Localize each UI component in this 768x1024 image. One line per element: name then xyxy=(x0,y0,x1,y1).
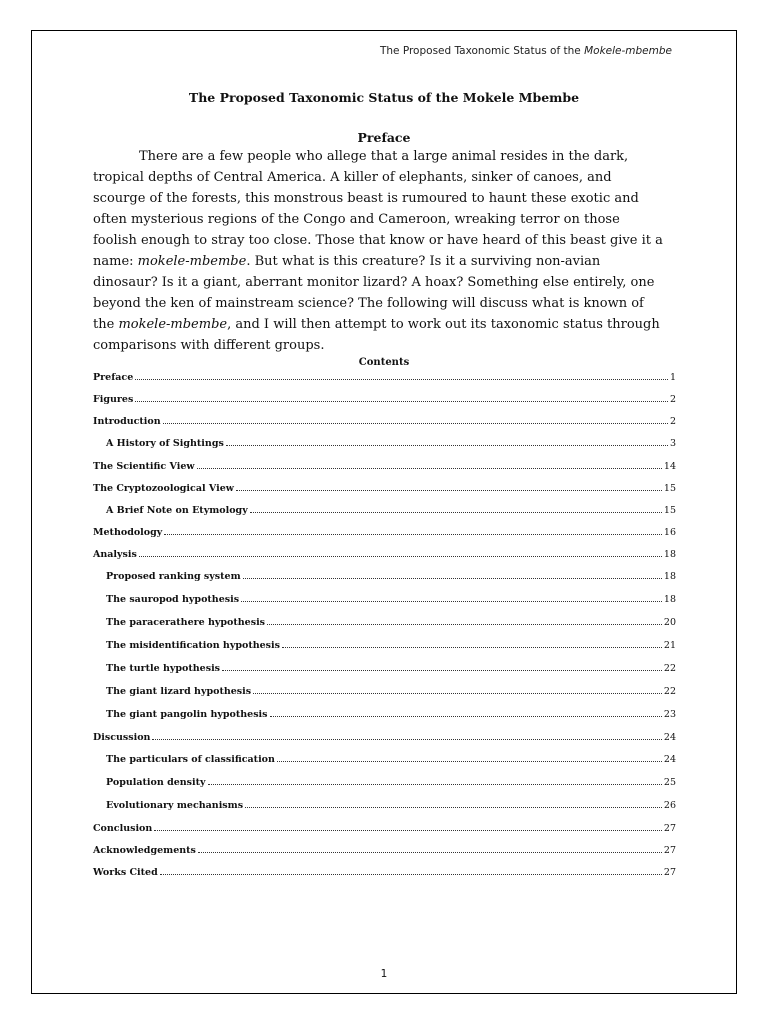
running-head-italic: Mokele-mbembe xyxy=(584,45,672,57)
toc-entry-label: Preface xyxy=(93,372,134,383)
toc-leader-dots xyxy=(253,693,662,694)
toc-entry[interactable] xyxy=(93,524,676,538)
toc-entry-label: The misidentification hypothesis xyxy=(106,640,280,651)
toc-entry[interactable] xyxy=(93,864,676,878)
toc-leader-dots xyxy=(208,784,662,785)
toc-entry[interactable] xyxy=(106,435,676,449)
toc-entry-label: Population density xyxy=(106,777,206,788)
toc-entry-page: 21 xyxy=(663,640,676,651)
toc-entry-label: The Cryptozoological View xyxy=(93,483,234,494)
toc-entry-label: The particulars of classification xyxy=(106,754,275,765)
toc-leader-dots xyxy=(243,578,662,579)
toc-leader-dots xyxy=(139,556,662,557)
page-number: 1 xyxy=(380,968,388,980)
toc-entry[interactable] xyxy=(106,568,676,582)
toc-entry-label: The paracerathere hypothesis xyxy=(106,617,266,628)
toc-entry[interactable] xyxy=(93,391,676,405)
contents-heading: Contents xyxy=(358,357,410,368)
toc-leader-dots xyxy=(245,807,662,808)
toc-entry-label: Discussion xyxy=(93,732,151,743)
toc-leader-dots xyxy=(198,852,662,853)
toc-entry-page: 3 xyxy=(669,438,676,449)
preface-text-1: There are a few people who allege that a large animal resides in the dark, tropical depths of Central America. A killer of elephants, sinker of canoes, and scourge of the forests, this monstrous beast is rumoured to haunt these exotic and often mysterious regions of the Congo and Cameroon, wreaking terror on those foolish enough to stray too close. Those that know or have heard of this beast give it a name: xyxy=(93,149,663,269)
toc-entry-page: 18 xyxy=(663,594,676,605)
toc-entry[interactable] xyxy=(106,774,676,788)
toc-leader-dots xyxy=(222,670,662,671)
toc-leader-dots xyxy=(267,624,662,625)
toc-entry[interactable] xyxy=(93,842,676,856)
toc-entry[interactable] xyxy=(93,413,676,427)
toc-entry-label: Figures xyxy=(93,394,134,405)
document-page xyxy=(31,30,737,994)
toc-leader-dots xyxy=(160,874,662,875)
toc-entry-page: 22 xyxy=(663,686,676,697)
toc-entry[interactable] xyxy=(93,729,676,743)
toc-entry[interactable] xyxy=(106,683,676,697)
preface-italic-1: mokele-mbembe xyxy=(137,254,247,269)
preface-heading: Preface xyxy=(357,130,411,145)
running-head-text: The Proposed Taxonomic Status of the xyxy=(379,45,585,57)
toc-entry-label: Works Cited xyxy=(93,867,158,878)
toc-entry[interactable] xyxy=(93,458,676,472)
toc-entry-label: Conclusion xyxy=(93,823,153,834)
toc-leader-dots xyxy=(270,716,662,717)
toc-leader-dots xyxy=(163,423,668,424)
toc-entry[interactable] xyxy=(106,797,676,811)
toc-entry-label: A History of Sightings xyxy=(106,438,224,449)
toc-entry-page: 25 xyxy=(663,777,676,788)
preface-italic-2: mokele-mbembe xyxy=(118,317,228,332)
toc-entry[interactable] xyxy=(106,660,676,674)
toc-leader-dots xyxy=(154,830,662,831)
toc-entry-page: 22 xyxy=(663,663,676,674)
toc-entry-label: The turtle hypothesis xyxy=(106,663,221,674)
toc-entry[interactable] xyxy=(93,546,676,560)
toc-leader-dots xyxy=(250,512,662,513)
toc-leader-dots xyxy=(197,468,662,469)
toc-entry-page: 18 xyxy=(663,571,676,582)
document-title: The Proposed Taxonomic Status of the Mokele Mbembe xyxy=(188,90,580,105)
toc-entry-page: 23 xyxy=(663,709,676,720)
toc-entry-label: Acknowledgements xyxy=(93,845,196,856)
toc-entry-page: 14 xyxy=(663,461,676,472)
toc-entry[interactable] xyxy=(106,637,676,651)
preface-text-3: , and I will then attempt to work out its taxonomic status through comparisons with different groups. xyxy=(93,317,660,353)
toc-leader-dots xyxy=(226,445,668,446)
toc-entry-page: 15 xyxy=(663,505,676,516)
toc-leader-dots xyxy=(236,490,662,491)
toc-entry-page: 18 xyxy=(663,549,676,560)
toc-entry-label: Evolutionary mechanisms xyxy=(106,800,244,811)
toc-leader-dots xyxy=(135,401,668,402)
toc-entry-page: 24 xyxy=(663,754,676,765)
toc-entry[interactable] xyxy=(106,502,676,516)
toc-entry-page: 20 xyxy=(663,617,676,628)
toc-leader-dots xyxy=(277,761,662,762)
toc-entry-label: The giant pangolin hypothesis xyxy=(106,709,268,720)
toc-leader-dots xyxy=(241,601,662,602)
toc-entry-label: Methodology xyxy=(93,527,163,538)
toc-entry-page: 27 xyxy=(663,823,676,834)
toc-entry[interactable] xyxy=(93,369,676,383)
toc-entry-label: The sauropod hypothesis xyxy=(106,594,240,605)
toc-entry[interactable] xyxy=(106,591,676,605)
toc-entry[interactable] xyxy=(106,706,676,720)
toc-entry-page: 27 xyxy=(663,845,676,856)
toc-entry-page: 16 xyxy=(663,527,676,538)
toc-entry-page: 2 xyxy=(669,394,676,405)
toc-entry-page: 24 xyxy=(663,732,676,743)
toc-leader-dots xyxy=(164,534,662,535)
preface-text-2: . But what is this creature? Is it a surviving non-avian dinosaur? Is it a giant, aberrant monitor lizard? A hoax? Something else entirely, one beyond the ken of mainstream science? The following will discuss what is known of the xyxy=(93,254,655,332)
toc-entry[interactable] xyxy=(106,751,676,765)
toc-entry-page: 2 xyxy=(669,416,676,427)
toc-entry[interactable] xyxy=(106,614,676,628)
toc-leader-dots xyxy=(135,379,668,380)
toc-entry[interactable] xyxy=(93,820,676,834)
toc-entry-label: Proposed ranking system xyxy=(106,571,241,582)
toc-entry-label: The Scientific View xyxy=(93,461,195,472)
toc-leader-dots xyxy=(282,647,662,648)
toc-entry[interactable] xyxy=(93,480,676,494)
toc-entry-label: The giant lizard hypothesis xyxy=(106,686,252,697)
toc-entry-page: 15 xyxy=(663,483,676,494)
toc-entry-page: 27 xyxy=(663,867,676,878)
toc-entry-page: 1 xyxy=(669,372,676,383)
toc-entry-label: A Brief Note on Etymology xyxy=(106,505,248,516)
toc-leader-dots xyxy=(152,739,661,740)
toc-entry-label: Introduction xyxy=(93,416,161,427)
toc-entry-label: Analysis xyxy=(93,549,137,560)
preface-paragraph xyxy=(93,146,667,356)
running-head xyxy=(380,45,672,57)
toc-entry-page: 26 xyxy=(663,800,676,811)
